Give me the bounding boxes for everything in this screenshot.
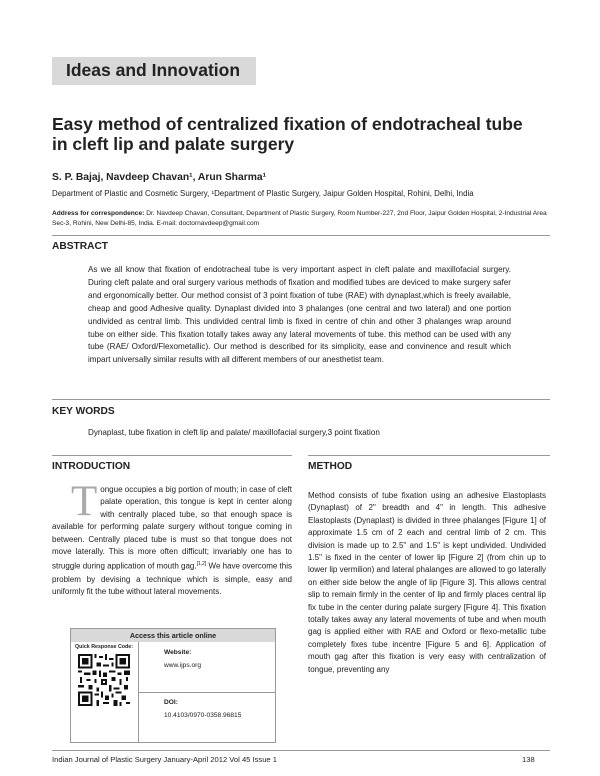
affiliation: Department of Plastic and Cosmetic Surgery, ¹Department of Plastic Surgery, Jaipur Golden Hospital, Rohini, Delhi, India [52, 189, 474, 198]
divider-intro [52, 455, 292, 456]
divider-abstract [52, 235, 550, 236]
qr-code-label: Quick Response Code: [75, 644, 133, 650]
intro-text-2: We have overcome this problem by devising a technique which is simple, easy and uniformly fit the tube without lateral movements. [52, 562, 293, 596]
method-paragraph: Method consists of tube fixation using an adhesive Elastoplasts (Dynaplast) of 2" breadth and 4" in length. This adhesive Elastoplasts (Dynaplast) is divided in three phalanges [Figure 1] of approximate 1.5 cm of 2 each and central limb of 2 cm. This division is made up to 2.5" and 1.5" is kept undivided. Undivided 1.5" is fixed in the center of lower lip [Figure 2] (from chin up to lower lip vermilion) and lateral phalanges are allowed to go laterally on either side below the angle of lip [Figure 3]. This allows central slip to remain firmly in the center of lip and firmly places central lip fix tube in the center during palate surgery [Figure 4]. This fixation totally takes away any lateral movements of tube and when mouth gag is applied either with RAE and Oxford or flexo-metallic tube completely fixes tube incentre [Figure 5 and 6]. Application of mouth gag after this fixation is very easy with centralization of tongue, preventing any [308, 491, 546, 674]
abstract-text: As we all know that fixation of endotracheal tube is very important aspect in cleft palate and maxillofacial surgery. During cleft palate and oral surgery various methods of fixation and modified tubes are deviced to make surgery safer and ergonomically better. Our method consist of 3 point fixation of tube (RAE) with dynaplast,which is freely available, cheap and good Adhesive quality. Dynaplast divided into 3 phalanges (one central and two lateral) and one portion undivided as central limb. This undivided central limb is fixed in centre of chin and other 3 phalanges wrap around tube on either side. This fixation totally takes away any lateral movements of tube. this method can be used with any tube (RAE/ Oxford/Flexometallic). Our method is described for its simplicity, ease and convinence and result which impart universally similar results with all different members of our anesthetist team. [88, 265, 511, 365]
section-banner [52, 57, 256, 85]
article-title [52, 114, 562, 154]
title-line-1: Easy method of centralized fixation of endotracheal tube [52, 114, 523, 134]
divider-method [308, 455, 550, 456]
website-label: Website: [164, 649, 192, 656]
abstract-heading: ABSTRACT [52, 241, 109, 252]
doi-label: DOI: [164, 699, 178, 706]
keywords-text: Dynaplast, tube fixation in cleft lip and palate/ maxillofacial surgery,3 point fixation [88, 428, 380, 437]
correspondence-text: Dr. Navdeep Chavan, Consultant, Department of Plastic Surgery, Room Number-227, 2nd Floor, Jaipur Golden Hospital, 2-Industrial Area Sec-3, Rohini, New Delhi-85, India. E-mail: doctornavdeep@gmail.com [52, 210, 547, 227]
authors: S. P. Bajaj, Navdeep Chavan¹, Arun Sharma¹ [52, 172, 267, 183]
keywords-heading: KEY WORDS [52, 406, 115, 417]
intro-heading: INTRODUCTION [52, 461, 131, 472]
divider-keywords [52, 399, 550, 400]
intro-dropcap: T [71, 478, 98, 525]
intro-text: ongue occupies a big portion of mouth; in case of cleft palate operation, this tongue is kept in center along with centrally placed tube, so that enough space is available for performing palate surgery without tongue coming in between. Centrally placed tube is must so that tongue does not move laterally. This is more often difficult; invariably one has to struggle during application of mouth gag. [52, 485, 292, 572]
intro-paragraph [52, 478, 293, 598]
method-heading: METHOD [308, 461, 353, 472]
intro-citation: [1,2] [196, 561, 207, 568]
section-label: Ideas and Innovation [66, 60, 241, 80]
title-line-2: in cleft lip and palate surgery [52, 134, 295, 154]
doi-link[interactable]: 10.4103/0970-0358.96815 [164, 712, 242, 719]
access-article-box [70, 628, 276, 743]
correspondence [52, 209, 562, 229]
footer-divider [52, 750, 550, 751]
journal-footer: Indian Journal of Plastic Surgery January-April 2012 Vol 45 Issue 1 [52, 755, 277, 764]
correspondence-label: Address for correspondence: [52, 210, 145, 217]
qr-code-icon[interactable] [78, 654, 130, 706]
access-box-horizontal-divider [138, 692, 275, 693]
website-link[interactable]: www.ijps.org [164, 662, 202, 669]
access-box-heading: Access this article online [71, 629, 275, 642]
page-number: 138 [522, 755, 535, 764]
